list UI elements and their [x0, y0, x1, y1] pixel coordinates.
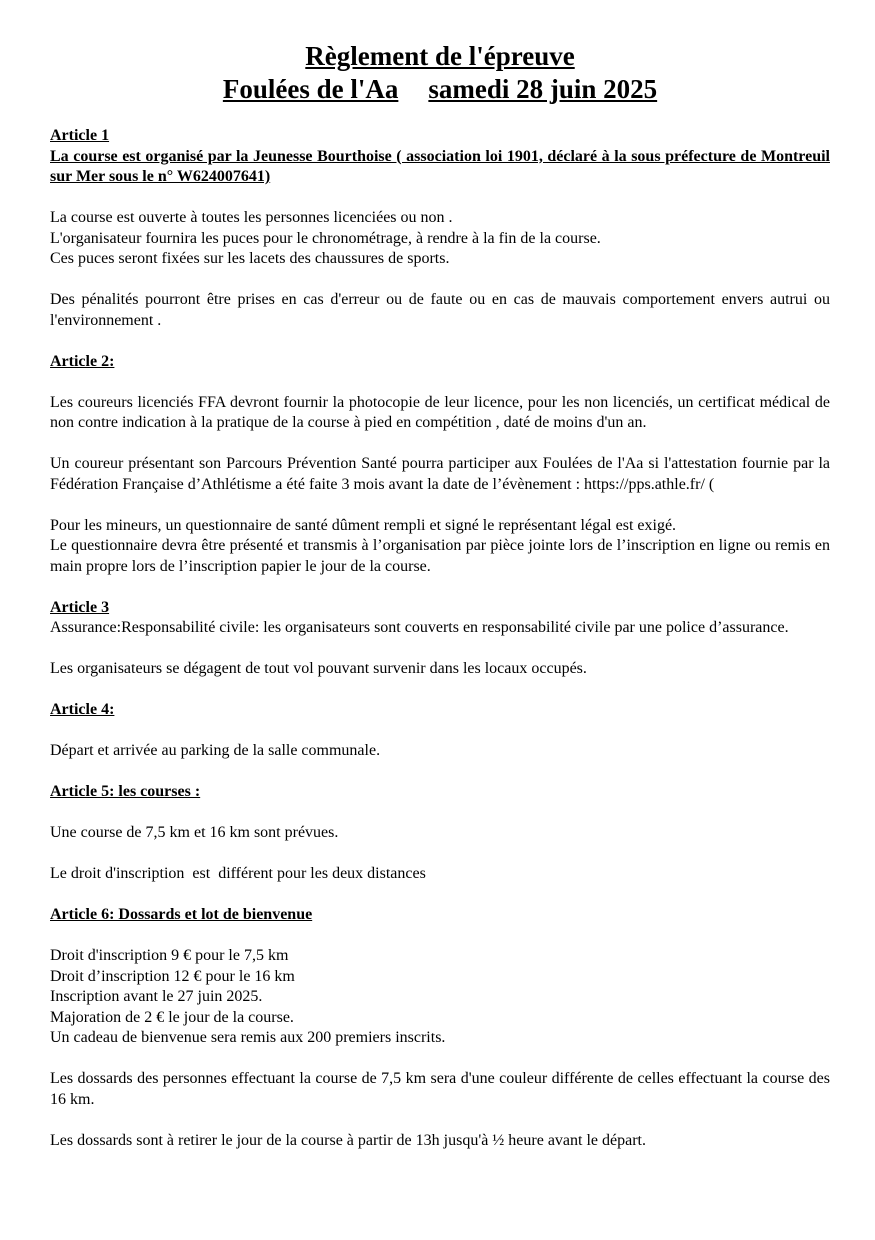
article-2-paragraph-3-line-2: Le questionnaire devra être présenté et transmis à l’organisation par pièce jointe lors de l’inscription en ligne ou remis en main propre lors de l’inscription papier le jour de la course.: [50, 537, 830, 575]
article-4: [50, 700, 830, 782]
title-line-1: Règlement de l'épreuve: [305, 41, 575, 71]
article-5-paragraph-1: Une course de 7,5 km et 16 km sont prévues.: [50, 824, 339, 841]
article-3-paragraph-1: Assurance:Responsabilité civile: les organisateurs sont couverts en responsabilité civile par une police d’assurance.: [50, 619, 789, 636]
document-page: [50, 40, 830, 1151]
article-1-heading: Article 1: [50, 127, 110, 144]
article-5: [50, 782, 830, 905]
document-title: [50, 40, 830, 106]
article-1-line-1: La course est ouverte à toutes les personnes licenciées ou non .: [50, 209, 453, 226]
article-5-paragraph-2: Le droit d'inscription est différent pour les deux distances: [50, 865, 426, 882]
article-1-line-2: L'organisateur fournira les puces pour le chronométrage, à rendre à la fin de la course.: [50, 229, 601, 247]
article-4-heading: Article 4:: [50, 701, 115, 718]
title-line-2: [50, 73, 830, 106]
article-2: [50, 352, 830, 598]
article-6-line-3: Inscription avant le 27 juin 2025.: [50, 988, 263, 1005]
article-6-heading: Article 6: Dossards et lot de bienvenue: [50, 906, 313, 923]
event-name: Foulées de l'Aa: [222, 74, 399, 104]
article-3-paragraph-2: Les organisateurs se dégagent de tout vol pouvant survenir dans les locaux occupés.: [50, 660, 587, 677]
article-1: [50, 126, 830, 352]
article-3: [50, 598, 830, 701]
article-1-paragraph-2: Des pénalités pourront être prises en cas d'erreur ou de faute ou en cas de mauvais comportement envers autrui ou l'environnement .: [50, 291, 830, 329]
article-3-heading: Article 3: [50, 598, 110, 616]
article-1-line-3: Ces puces seront fixées sur les lacets des chaussures de sports.: [50, 250, 450, 267]
article-6-paragraph-3: Les dossards sont à retirer le jour de la course à partir de 13h jusqu'à ½ heure avant le départ.: [50, 1131, 646, 1149]
article-5-heading: Article 5: les courses :: [50, 783, 201, 800]
article-1-subheading: La course est organisé par la Jeunesse Bourthoise ( association loi 1901, déclaré à la sous préfecture de Montreuil sur Mer sous le n° W624007641): [50, 147, 830, 185]
article-2-heading: Article 2:: [50, 352, 115, 370]
article-6: [50, 905, 830, 1151]
article-2-paragraph-2: Un coureur présentant son Parcours Prévention Santé pourra participer aux Foulées de l'Aa si l'attestation fournie par la Fédération Française d’Athlétisme a été faite 3 mois avant la date de l’évènement : https://pps.athle.fr/ (: [50, 455, 830, 493]
article-6-paragraph-2: Les dossards des personnes effectuant la course de 7,5 km sera d'une couleur différente de celles effectuant la course des 16 km.: [50, 1070, 830, 1108]
article-6-line-2: Droit d’inscription 12 € pour le 16 km: [50, 967, 295, 985]
article-4-paragraph-1: Départ et arrivée au parking de la salle communale.: [50, 742, 381, 759]
article-6-line-4: Majoration de 2 € le jour de la course.: [50, 1008, 294, 1026]
event-date: samedi 28 juin 2025: [428, 74, 658, 104]
article-6-line-1: Droit d'inscription 9 € pour le 7,5 km: [50, 947, 289, 964]
article-2-paragraph-1: Les coureurs licenciés FFA devront fournir la photocopie de leur licence, pour les non licenciés, un certificat médical de non contre indication à la pratique de la course à pied en compétition , daté de moins d'un an.: [50, 393, 830, 431]
article-2-paragraph-3-line-1: Pour les mineurs, un questionnaire de santé dûment rempli et signé le représentant légal est exigé.: [50, 516, 677, 534]
article-6-line-5: Un cadeau de bienvenue sera remis aux 200 premiers inscrits.: [50, 1029, 446, 1046]
